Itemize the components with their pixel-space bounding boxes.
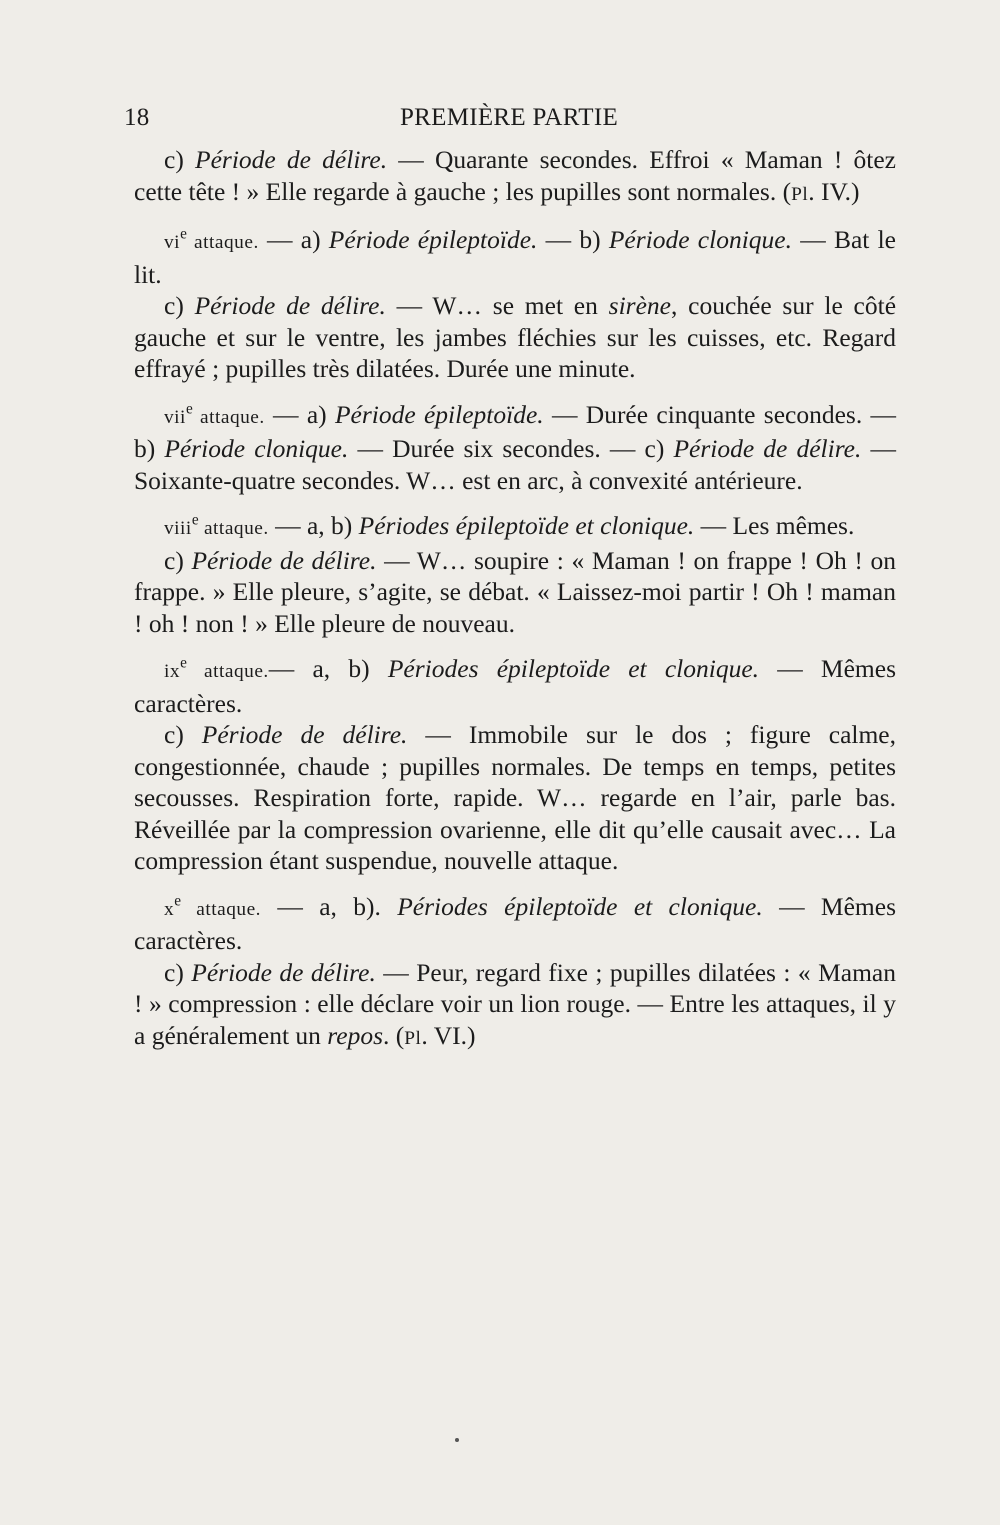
text-run: c) xyxy=(164,545,192,575)
paragraph-7 xyxy=(134,653,896,719)
small-caps-text: viii xyxy=(164,518,192,539)
text-run: — Immobile sur le dos ; figure calme, congestionnée, chaude ; pupilles normales. De temps en temps, petites secousses. Respiration forte, rapide. W… regarde en l’air, parle bas. Réveillée par la compression ovarienne, elle dit qu’elle causait avec… La compression étant suspendue, nouvelle attaque. xyxy=(134,720,896,875)
italic-text: Périodes épileptoïde et clonique. xyxy=(397,891,763,921)
italic-text: Période épileptoïde. xyxy=(334,399,544,429)
paragraph-2 xyxy=(134,224,896,290)
text-run: — a) xyxy=(264,399,335,429)
text-run: — b) xyxy=(537,225,609,254)
text-run: — a, b) xyxy=(268,511,359,540)
italic-text: Périodes épileptoïde et clonique. xyxy=(387,654,760,683)
paragraph-5 xyxy=(134,510,896,545)
italic-text: Période clonique. xyxy=(164,434,349,463)
paragraph-3 xyxy=(134,290,896,385)
ordinal-suffix: e xyxy=(185,400,193,417)
ink-speck xyxy=(455,1438,459,1442)
text-run: . IV.) xyxy=(808,176,860,206)
small-caps-text: x xyxy=(164,898,175,920)
text-run: . ( xyxy=(383,1020,405,1050)
text-run: — Bat le lit. xyxy=(134,225,897,289)
running-header xyxy=(124,104,894,140)
text-run: — a, b) xyxy=(268,654,388,683)
italic-text: Périodes épileptoïde et clonique. xyxy=(358,511,695,540)
small-caps-text: vii xyxy=(164,406,186,428)
page-body xyxy=(134,144,896,1054)
text-run: — Soixante-quatre secondes. W… est en arc, à convexité antérieure. xyxy=(134,434,896,495)
small-caps-text: attaque. xyxy=(192,406,265,428)
small-caps-text: ix xyxy=(164,661,181,682)
paragraph-10 xyxy=(134,957,896,1055)
italic-text: Période de délire. xyxy=(191,545,377,575)
small-caps-text: Pl xyxy=(791,183,809,205)
text-run: — Quarante secondes. Effroi « Maman ! ôtez cette tête ! » Elle regarde à gauche ; les pupilles sont normales. ( xyxy=(134,145,896,206)
text-run: c) xyxy=(164,291,195,320)
text-run: — Les mêmes. xyxy=(694,511,855,540)
text-run: c) xyxy=(164,957,192,987)
italic-text: Période clonique. xyxy=(608,225,792,254)
italic-text: Période de délire. xyxy=(201,720,408,749)
paragraph-6 xyxy=(134,545,896,640)
italic-text: Période de délire. xyxy=(194,291,386,320)
small-caps-text: vi xyxy=(164,232,181,253)
text-run: — Durée cinquante secondes. — b) xyxy=(134,399,897,463)
small-caps-text: Pl xyxy=(404,1027,422,1049)
text-run: , couchée sur le côté gauche et sur le ventre, les jambes fléchies sur les cuisses, etc. Regard effrayé ; pupilles très dilatées. Durée une minute. xyxy=(134,291,897,383)
italic-text: Période de délire. xyxy=(195,145,388,174)
text-run: — Peur, regard fixe ; pupilles dilatées : « Maman ! » compression : elle déclare voir un lion rouge. — Entre les attaques, il y a généralement un xyxy=(134,957,896,1050)
ordinal-suffix: e xyxy=(174,892,181,909)
italic-text: sirène xyxy=(608,291,671,320)
text-run: c) xyxy=(164,145,195,174)
text-run: . VI.) xyxy=(421,1020,476,1050)
running-title: PREMIÈRE PARTIE xyxy=(399,104,619,131)
small-caps-text: attaque. xyxy=(180,898,262,920)
ordinal-suffix: e xyxy=(180,225,187,243)
italic-text: Période de délire. xyxy=(673,434,862,463)
text-run: — a, b). xyxy=(261,891,398,921)
italic-text: repos xyxy=(327,1020,384,1050)
paragraph-8 xyxy=(134,719,896,877)
italic-text: Période de délire. xyxy=(191,957,376,987)
text-run: — W… se met en xyxy=(385,291,609,320)
small-caps-text: attaque. xyxy=(186,661,269,682)
text-run: — Mêmes caractères. xyxy=(134,891,896,955)
italic-text: Période épileptoïde. xyxy=(328,225,538,254)
text-run: — Mêmes caractères. xyxy=(134,654,897,718)
text-run: c) xyxy=(164,720,202,749)
small-caps-text: attaque. xyxy=(198,518,269,539)
text-run: — a) xyxy=(258,225,329,254)
paragraph-9 xyxy=(134,891,896,957)
ordinal-suffix: e xyxy=(180,654,187,672)
ordinal-suffix: e xyxy=(191,511,199,529)
text-run: — W… soupire : « Maman ! on frappe ! Oh ! on frappe. » Elle pleure, s’agite, se débat. « Laissez-moi partir ! Oh ! maman ! oh ! non ! » Elle pleure de nouveau. xyxy=(134,545,897,638)
page-number: 18 xyxy=(124,104,150,131)
text-run: — Durée six secondes. — c) xyxy=(348,434,674,463)
paragraph-1 xyxy=(134,144,896,210)
small-caps-text: attaque. xyxy=(186,232,259,253)
paragraph-4 xyxy=(134,399,896,497)
